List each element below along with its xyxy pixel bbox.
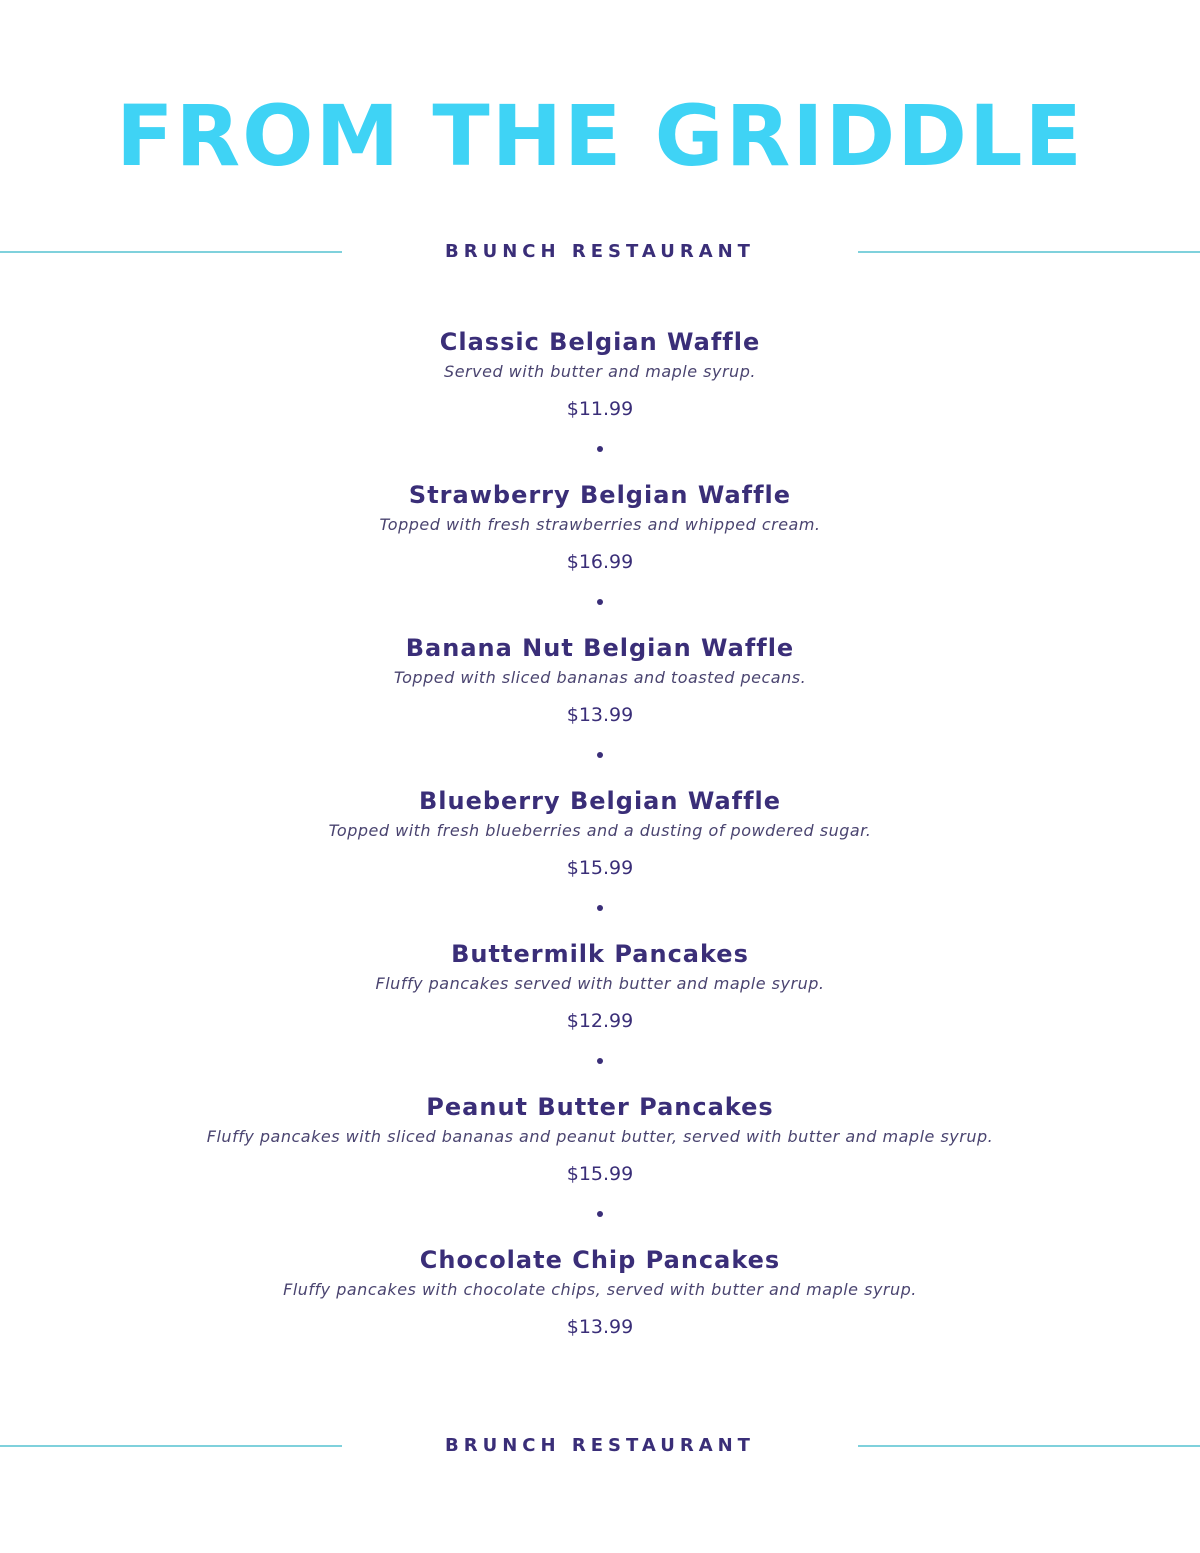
menu-item [0,937,1200,1034]
bullet-dot-icon [597,752,603,758]
item-separator [0,1034,1200,1090]
item-price: $11.99 [566,398,634,420]
item-price: $16.99 [566,551,634,573]
item-price: $15.99 [566,1163,634,1185]
item-description: Fluffy pancakes with sliced bananas and peanut butter, served with butter and maple syrup. [206,1127,994,1146]
header-band [0,237,1200,267]
bullet-dot-icon [597,905,603,911]
menu-item [0,1090,1200,1187]
footer-band [0,1431,1200,1461]
item-name: Buttermilk Pancakes [451,940,749,968]
divider-line [0,1445,342,1447]
item-name: Peanut Butter Pancakes [426,1093,774,1121]
item-separator [0,728,1200,784]
menu-item [0,478,1200,575]
item-price: $13.99 [566,1316,634,1338]
item-name: Strawberry Belgian Waffle [408,481,792,509]
divider-line [858,1445,1200,1447]
menu-item [0,325,1200,422]
item-description: Topped with sliced bananas and toasted pecans. [393,668,807,687]
item-name: Classic Belgian Waffle [439,328,761,356]
item-price: $12.99 [566,1010,634,1032]
restaurant-footer: BRUNCH RESTAURANT [445,1435,755,1456]
item-name: Blueberry Belgian Waffle [418,787,782,815]
item-description: Fluffy pancakes served with butter and maple syrup. [375,974,825,993]
menu-item [0,784,1200,881]
item-description: Fluffy pancakes with chocolate chips, served with butter and maple syrup. [283,1280,917,1299]
item-separator [0,422,1200,478]
menu-item [0,1243,1200,1340]
bullet-dot-icon [597,1058,603,1064]
item-description: Topped with fresh strawberries and whipped cream. [379,515,821,534]
bullet-dot-icon [597,446,603,452]
menu-list [0,325,1200,1340]
item-description: Served with butter and maple syrup. [444,362,756,381]
bullet-dot-icon [597,599,603,605]
item-separator [0,575,1200,631]
bullet-dot-icon [597,1211,603,1217]
item-name: Chocolate Chip Pancakes [419,1246,781,1274]
menu-title: FROM THE GRIDDLE [116,87,1084,185]
item-price: $15.99 [566,857,634,879]
item-price: $13.99 [566,704,634,726]
item-separator [0,881,1200,937]
divider-line [858,251,1200,253]
item-name: Banana Nut Belgian Waffle [405,634,795,662]
item-description: Topped with fresh blueberries and a dusting of powdered sugar. [328,821,872,840]
menu-item [0,631,1200,728]
restaurant-subtitle: BRUNCH RESTAURANT [445,241,755,262]
item-separator [0,1187,1200,1243]
divider-line [0,251,342,253]
